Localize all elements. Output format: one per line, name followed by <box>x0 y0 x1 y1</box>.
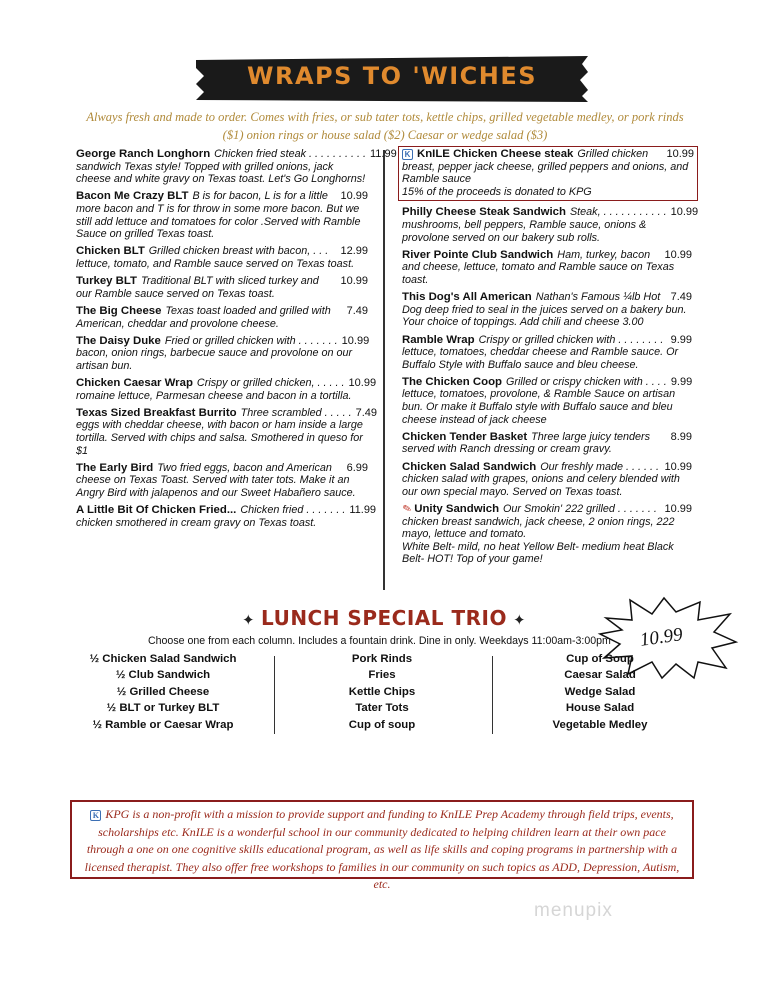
menu-column-left <box>76 148 397 534</box>
menu-item <box>402 291 692 329</box>
item-lead: Three large juicy tenders <box>531 430 650 443</box>
menu-item <box>402 206 699 244</box>
item-lead: Three scrambled . . . . . <box>240 406 352 419</box>
item-name: The Chicken Coop <box>402 375 502 388</box>
menu-item <box>402 376 692 426</box>
menu-item <box>402 461 692 499</box>
item-description: our Ramble sauce served on Texas toast. <box>76 287 275 300</box>
item-price: 7.49 <box>355 406 378 419</box>
trio-option: ½ Ramble or Caesar Wrap <box>92 718 234 731</box>
item-name: Chicken Caesar Wrap <box>76 377 193 390</box>
trio-column-sandwich <box>88 651 238 733</box>
item-name: Texas Sized Breakfast Burrito <box>76 406 237 419</box>
item-name: Philly Cheese Steak Sandwich <box>402 206 566 219</box>
trio-option: ½ BLT or Turkey BLT <box>106 702 220 715</box>
item-price: 10.99 <box>664 503 692 515</box>
trio-option: Cup of Soup <box>566 653 634 665</box>
item-description: served with Ranch dressing or cream gravy. <box>402 443 612 456</box>
item-description: sandwich Texas style! Topped with grilled onions, jack cheese and white gravy on Texas toast. Let's Go Longhorns! <box>76 160 366 186</box>
item-description: cheese on Texas Toast. Served with tater tots. Make it an Angry Bird with jalapenos and our Sweet Habañero sauce. <box>76 474 356 499</box>
item-name: Ramble Wrap <box>402 333 475 346</box>
trio-option: Fries <box>368 669 396 682</box>
item-description: lettuce, tomatoes, provolone, & Ramble Sauce on artisan bun. Or make it Buffalo style with Buffalo sauce and bleu cheese instead of jack cheese <box>402 388 676 426</box>
item-lead: Grilled chicken breast with bacon, . . . <box>148 245 329 258</box>
item-note: White Belt- mild, no heat Yellow Belt- medium heat Black Belt- HOT! Top of your game! <box>402 540 674 566</box>
item-lead: Fried or grilled chicken with . . . . . . . <box>164 334 338 347</box>
trio-option: Wedge Salad <box>564 685 636 698</box>
watermark: menupix <box>534 900 613 921</box>
item-lead: Steak, . . . . . . . . . . . <box>569 206 667 219</box>
trio-option: ½ Chicken Salad Sandwich <box>89 653 237 665</box>
item-lead: Chicken fried . . . . . . . <box>240 504 346 517</box>
item-name: The Daisy Duke <box>76 334 161 347</box>
kpg-logo-icon: K <box>90 810 101 821</box>
item-name: George Ranch Longhorn <box>76 148 211 160</box>
item-price: 12.99 <box>340 245 368 258</box>
menu-item <box>76 504 377 529</box>
trio-option: Pork Rinds <box>351 653 413 665</box>
menu-item <box>402 334 692 372</box>
item-price: 10.99 <box>340 190 368 203</box>
menu-item <box>76 190 368 240</box>
item-description: chicken breast sandwich, jack cheese, 2 onion rings, 222 mayo, lettuce and tomato. <box>402 515 675 541</box>
item-price: 10.99 <box>341 334 370 347</box>
item-price: 7.49 <box>346 304 368 317</box>
item-name: River Pointe Club Sandwich <box>402 248 554 261</box>
menu-item <box>76 148 397 186</box>
trio-option: House Salad <box>565 702 635 715</box>
trio-option: ½ Grilled Cheese <box>116 685 210 698</box>
trio-divider <box>274 656 275 734</box>
item-price: 10.99 <box>348 377 377 390</box>
kpg-description: KPG is a non-profit with a mission to provide support and funding to KnILE Prep Academy through field trips, events, scholarships etc. KnILE is a wonderful school in our community dedicated to helping children learn at their own pace through a one on one cognitive skills educational program, as well as life skills and coping programs in partnership with a licensed therapist. They also offer free workshops to families in our community on such topics as ADD, Depression, Autism, etc. <box>84 807 680 891</box>
sparkle-icon: ✦ <box>241 611 256 629</box>
item-name: Unity Sandwich <box>414 503 500 515</box>
item-price: 10.99 <box>340 275 368 288</box>
item-note: 15% of the proceeds is donated to KPG <box>402 185 592 198</box>
item-description: lettuce, tomato, and Ramble sauce served on Texas toast. <box>76 257 355 270</box>
item-description: lettuce, tomatoes, cheddar cheese and Ramble sauce. Or Buffalo Style with Buffalo sauce and bleu cheese. <box>402 346 679 371</box>
item-description: eggs with cheddar cheese, with bacon or ham inside a large tortilla. Served with chips and salsa. Smothered in queso for $1 <box>76 419 363 457</box>
menu-item-featured <box>398 146 698 201</box>
item-price: 8.99 <box>670 430 692 443</box>
menu-item <box>402 431 692 456</box>
item-description: bacon, onion rings, barbecue sauce and provolone on our artisan bun. <box>76 347 353 372</box>
item-name: The Big Cheese <box>76 304 162 317</box>
menu-item <box>76 245 368 270</box>
item-price: 10.99 <box>666 148 694 160</box>
menu-column-right <box>399 148 699 571</box>
item-lead: Our Smokin' 222 grilled . . . . . . . <box>503 503 657 515</box>
item-name: Chicken BLT <box>76 245 145 258</box>
chili-pepper-icon: ✏ <box>399 501 414 517</box>
item-name: This Dog's All American <box>402 291 532 304</box>
item-lead: B is for bacon, L is for a little <box>192 190 328 203</box>
item-price: 7.49 <box>670 291 692 304</box>
trio-option: Tater Tots <box>355 702 409 715</box>
trio-divider <box>492 656 493 734</box>
item-price: 9.99 <box>670 333 692 346</box>
lunch-special-subtitle: Choose one from each column. Includes a fountain drink. Dine in only. Weekdays 11:00am-3:00pm <box>148 635 611 647</box>
item-name: The Early Bird <box>76 461 154 474</box>
item-description: breast, pepper jack cheese, grilled peppers and onions, and Ramble sauce <box>402 160 689 186</box>
lunch-special-title: ✦ LUNCH SPECIAL TRIO ✦ <box>241 606 527 630</box>
item-name: A Little Bit Of Chicken Fried... <box>76 504 237 517</box>
item-description: mushrooms, bell peppers, Ramble sauce, onions & provolone served on our bakery sub rolls. <box>402 218 647 244</box>
item-price: 6.99 <box>346 461 368 474</box>
kpg-info-box <box>70 800 694 891</box>
item-lead: Our freshly made . . . . . . <box>540 460 660 473</box>
item-description: chicken salad with grapes, onions and celery blended with our own special mayo. Served on Texas toast. <box>402 473 680 498</box>
item-price: 11.99 <box>369 148 397 160</box>
item-lead: Grilled chicken <box>577 148 649 160</box>
item-lead: Two fried eggs, bacon and American <box>157 461 332 474</box>
trio-option: Caesar Salad <box>564 669 636 682</box>
trio-option: Vegetable Medley <box>552 718 648 731</box>
menu-item <box>76 275 368 300</box>
item-description: chicken smothered in cream gravy on Texas toast. <box>76 516 317 529</box>
item-name: Bacon Me Crazy BLT <box>76 190 189 203</box>
item-price: 10.99 <box>664 248 692 261</box>
trio-column-soup-salad <box>520 651 680 733</box>
item-lead: Crispy or grilled chicken, . . . . . <box>196 377 345 390</box>
column-divider <box>383 150 385 590</box>
item-description: and cheese, lettuce, tomato and Ramble sauce on Texas toast. <box>402 261 675 286</box>
item-name: Chicken Salad Sandwich <box>402 460 537 473</box>
item-description: Dog deep fried to seal in the juices served on a bakery bun. Your choice of toppings. Add chili and cheese 3.00 <box>402 303 687 329</box>
item-price: 9.99 <box>670 375 693 388</box>
item-lead: Grilled or crispy chicken with . . . . <box>506 375 667 388</box>
menu-item <box>76 335 368 373</box>
kpg-logo-icon: K <box>402 149 413 160</box>
item-lead: Texas toast loaded and grilled with <box>165 304 331 317</box>
item-description: romaine lettuce, Parmesan cheese and bacon in a tortilla. <box>76 389 352 402</box>
menu-item <box>76 462 368 500</box>
sparkle-icon: ✦ <box>512 611 527 629</box>
lunch-special-price: 10.99 <box>638 624 684 651</box>
item-price: 10.99 <box>664 460 692 473</box>
section-banner <box>196 56 588 102</box>
trio-option: Kettle Chips <box>348 685 416 698</box>
menu-item <box>402 249 692 287</box>
item-lead: Ham, turkey, bacon <box>557 248 651 261</box>
item-lead: Nathan's Famous ¼lb Hot <box>535 291 661 304</box>
menu-item <box>76 406 378 457</box>
item-price: 10.99 <box>670 206 699 219</box>
item-name: Chicken Tender Basket <box>402 430 528 443</box>
item-description: more bacon and T is for throw in some more bacon. But we still add lettuce and tomatoes for color .Served with Ramble Sauce on grilled Texas toast. <box>76 202 361 241</box>
trio-option: ½ Club Sandwich <box>115 669 211 682</box>
menu-item <box>76 305 368 330</box>
trio-option: Cup of soup <box>348 718 416 731</box>
item-price: 11.99 <box>349 504 377 517</box>
menu-item <box>76 377 377 402</box>
trio-column-side <box>300 651 464 733</box>
item-name: KnILE Chicken Cheese steak <box>417 148 574 160</box>
section-subtitle: Always fresh and made to order. Comes with fries, or sub tater tots, kettle chips, grilled vegetable medley, or pork rinds ($1) onion rings or house salad ($2) Caesar or wedge salad ($3) <box>86 110 684 142</box>
item-description: American, cheddar and provolone cheese. <box>76 317 279 330</box>
section-title: WRAPS TO 'WICHES <box>246 62 537 90</box>
item-lead: Chicken fried steak . . . . . . . . . . <box>214 148 366 160</box>
item-name: Turkey BLT <box>76 275 137 288</box>
item-lead: Traditional BLT with sliced turkey and <box>140 275 319 288</box>
item-lead: Crispy or grilled chicken with . . . . . . . . <box>478 333 664 346</box>
menu-item <box>399 501 692 566</box>
